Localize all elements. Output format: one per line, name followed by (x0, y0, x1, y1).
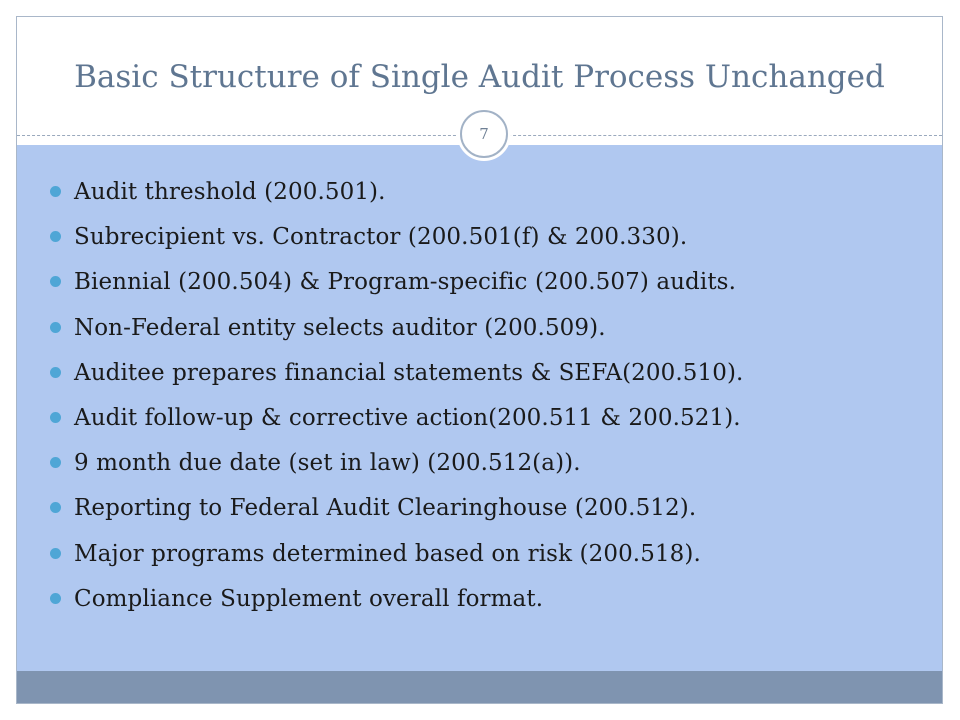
bullet-text: Major programs determined based on risk (200.518). (74, 540, 701, 567)
bullet-dot-icon (50, 412, 61, 423)
bullet-item (50, 534, 743, 579)
bullet-item (50, 488, 743, 533)
bullet-dot-icon (50, 457, 61, 468)
bullet-dot-icon (50, 502, 61, 513)
bullet-item (50, 172, 743, 217)
page-number: 7 (479, 125, 489, 143)
bullet-list (50, 172, 743, 624)
bullet-item (50, 308, 743, 353)
bullet-text: Non-Federal entity selects auditor (200.509). (74, 314, 606, 341)
bullet-dot-icon (50, 593, 61, 604)
bullet-text: Reporting to Federal Audit Clearinghouse (200.512). (74, 495, 697, 522)
bullet-dot-icon (50, 231, 61, 242)
bullet-dot-icon (50, 276, 61, 287)
slide-title: Basic Structure of Single Audit Process Unchanged (74, 59, 885, 95)
bullet-text: Compliance Supplement overall format. (74, 585, 544, 612)
bullet-item (50, 443, 743, 488)
page-number-badge (460, 110, 508, 158)
footer-bar (17, 671, 942, 704)
bullet-text: 9 month due date (set in law) (200.512(a)). (74, 450, 581, 477)
bullet-text: Audit threshold (200.501). (74, 179, 386, 205)
bullet-item (50, 579, 743, 624)
bullet-dot-icon (50, 548, 61, 559)
bullet-dot-icon (50, 186, 61, 197)
bullet-item (50, 398, 743, 443)
bullet-text: Auditee prepares financial statements & SEFA(200.510). (74, 359, 744, 386)
bullet-dot-icon (50, 367, 61, 378)
bullet-dot-icon (50, 322, 61, 333)
bullet-text: Biennial (200.504) & Program-specific (200.507) audits. (74, 269, 736, 296)
bullet-item (50, 217, 743, 262)
bullet-item (50, 353, 743, 398)
bullet-text: Subrecipient vs. Contractor (200.501(f) & 200.330). (74, 224, 688, 251)
bullet-item (50, 262, 743, 307)
bullet-text: Audit follow-up & corrective action(200.511 & 200.521). (74, 404, 741, 431)
